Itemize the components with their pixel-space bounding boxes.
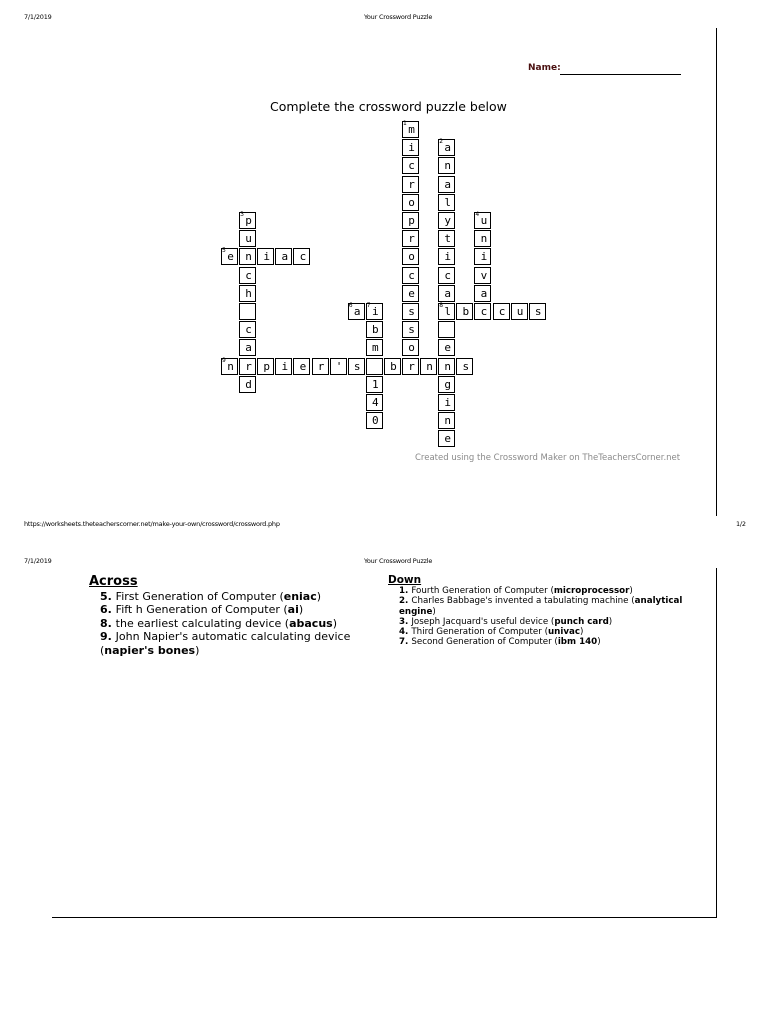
cell-letter: 1 bbox=[371, 377, 379, 391]
crossword-cell bbox=[456, 303, 473, 320]
crossword-cell bbox=[366, 412, 383, 429]
cell-letter: u bbox=[245, 232, 252, 246]
clue-item bbox=[388, 627, 688, 637]
crossword-cell bbox=[366, 303, 383, 320]
clue-number: 7 bbox=[366, 302, 371, 309]
crossword-cell bbox=[257, 248, 274, 265]
crossword-cell bbox=[402, 176, 419, 193]
crossword-cell bbox=[438, 230, 455, 247]
crossword-cell bbox=[529, 303, 546, 320]
clue-answer: napier's bones bbox=[104, 643, 196, 657]
cell-letter: e bbox=[408, 286, 415, 300]
cell-letter: n bbox=[227, 359, 234, 373]
clue-answer: microprocessor bbox=[553, 586, 630, 597]
cell-letter: v bbox=[480, 268, 488, 282]
crossword-cell bbox=[239, 339, 256, 356]
clue-close: ) bbox=[597, 637, 601, 648]
crossword-cell bbox=[474, 303, 491, 320]
clue-number: 6 bbox=[348, 302, 353, 309]
cell-letter: n bbox=[444, 414, 451, 428]
crossword-cell bbox=[402, 358, 419, 375]
clue-num: 4. bbox=[399, 627, 412, 638]
crossword-cell bbox=[366, 394, 383, 411]
cell-letter: i bbox=[480, 250, 488, 264]
clue-answer: abacus bbox=[289, 616, 333, 630]
clue-answer: eniac bbox=[283, 589, 317, 603]
clue-number: 8 bbox=[439, 302, 444, 309]
clue-item bbox=[89, 617, 359, 631]
crossword-cell bbox=[239, 248, 256, 265]
clue-num: 2. bbox=[399, 596, 412, 607]
credit-text: Created using the Crossword Maker on TheTeachersCorner.net bbox=[415, 453, 681, 463]
cell-letter: n bbox=[480, 232, 488, 246]
down-clue-list bbox=[388, 586, 688, 647]
crossword-cell bbox=[438, 321, 455, 338]
clue-close: ) bbox=[629, 586, 633, 597]
clue-text: Joseph Jacquard's useful device ( bbox=[411, 616, 555, 627]
page1-footer-page: 1/2 bbox=[736, 520, 746, 528]
cell-letter: n bbox=[444, 159, 451, 173]
cell-letter: c bbox=[480, 305, 488, 318]
clue-text: John Napier's automatic calculating device ( bbox=[100, 630, 351, 657]
clue-item bbox=[388, 596, 688, 616]
clue-item bbox=[388, 637, 688, 647]
cell-letter: b bbox=[390, 359, 397, 373]
cell-letter: a bbox=[353, 305, 361, 318]
crossword-cell bbox=[438, 412, 455, 429]
name-field-line bbox=[560, 74, 681, 75]
crossword-cell bbox=[239, 230, 256, 247]
puzzle-title: Complete the crossword puzzle below bbox=[270, 99, 507, 114]
crossword-cell bbox=[438, 285, 455, 302]
crossword-cell bbox=[511, 303, 528, 320]
crossword-cell bbox=[275, 248, 292, 265]
cell-letter: p bbox=[408, 214, 415, 227]
clue-num: 3. bbox=[399, 616, 412, 627]
cell-letter: r bbox=[317, 359, 325, 373]
clue-num: 6. bbox=[100, 603, 116, 616]
crossword-cell bbox=[366, 321, 383, 338]
clue-text: Second Generation of Computer ( bbox=[411, 637, 558, 648]
crossword-cell bbox=[366, 376, 383, 393]
crossword-cell bbox=[239, 285, 256, 302]
clue-number: 1 bbox=[403, 120, 407, 127]
cell-letter: i bbox=[371, 305, 379, 318]
crossword-cell bbox=[221, 248, 238, 265]
crossword-cell bbox=[474, 212, 491, 229]
cell-letter: b bbox=[371, 323, 379, 337]
crossword-cell bbox=[402, 339, 419, 356]
clue-close: ) bbox=[316, 589, 322, 603]
cell-letter: c bbox=[299, 250, 307, 264]
cell-letter: a bbox=[444, 141, 451, 155]
clue-answer: ai bbox=[287, 603, 299, 616]
crossword-cell bbox=[293, 248, 310, 265]
cell-letter: o bbox=[408, 250, 415, 264]
crossword-cell bbox=[348, 303, 365, 320]
page1-right-border bbox=[716, 28, 717, 516]
cell-letter: r bbox=[408, 359, 415, 373]
crossword-cell bbox=[402, 285, 419, 302]
crossword-cell bbox=[474, 285, 491, 302]
cell-letter: a bbox=[281, 250, 289, 264]
name-label: Name: bbox=[528, 63, 561, 73]
cell-letter: r bbox=[245, 359, 252, 373]
cell-letter: e bbox=[227, 250, 234, 264]
cell-letter: s bbox=[353, 359, 361, 373]
crossword-cell bbox=[420, 358, 437, 375]
crossword-cell bbox=[474, 248, 491, 265]
page2-right-border bbox=[716, 568, 717, 918]
crossword-cell bbox=[438, 358, 455, 375]
clue-close: ) bbox=[608, 616, 613, 627]
crossword-cell bbox=[438, 430, 455, 447]
crossword-cell bbox=[239, 212, 256, 229]
page1-header-title: Your Crossword Puzzle bbox=[364, 13, 433, 21]
cell-letter: u bbox=[516, 305, 524, 318]
clue-item bbox=[388, 586, 688, 596]
cell-letter: o bbox=[408, 341, 415, 355]
cell-letter: d bbox=[245, 377, 252, 391]
crossword-cell bbox=[438, 176, 455, 193]
cell-letter: u bbox=[480, 214, 488, 227]
clue-num: 8. bbox=[100, 616, 116, 630]
crossword-cell bbox=[221, 358, 238, 375]
cell-letter: a bbox=[480, 286, 488, 300]
clue-answer: ibm 140 bbox=[557, 637, 598, 648]
clue-number: 2 bbox=[439, 138, 444, 146]
clue-item bbox=[388, 617, 688, 627]
clue-item bbox=[89, 630, 359, 657]
cell-letter: t bbox=[444, 232, 451, 246]
crossword-cell bbox=[438, 267, 455, 284]
crossword-cell bbox=[402, 212, 419, 229]
crossword-cell bbox=[366, 358, 383, 375]
crossword-cell bbox=[239, 358, 256, 375]
down-heading: Down bbox=[388, 574, 422, 586]
clue-item bbox=[89, 590, 359, 604]
cell-letter: c bbox=[245, 323, 252, 337]
cell-letter: s bbox=[534, 305, 542, 318]
page2-bottom-border bbox=[52, 917, 717, 918]
crossword-cell bbox=[438, 394, 455, 411]
clue-num: 9. bbox=[100, 630, 116, 643]
cell-letter: n bbox=[426, 359, 433, 373]
clue-text: Third Generation of Computer ( bbox=[411, 627, 548, 638]
crossword-cell bbox=[293, 358, 310, 375]
crossword-cell bbox=[474, 230, 491, 247]
crossword-cell bbox=[402, 194, 419, 211]
cell-letter: i bbox=[281, 359, 289, 373]
crossword-cell bbox=[384, 358, 401, 375]
crossword-cell bbox=[402, 303, 419, 320]
cell-letter: i bbox=[263, 250, 270, 264]
clue-text: First Generation of Computer ( bbox=[115, 589, 284, 603]
crossword-cell bbox=[239, 321, 256, 338]
clue-answer: univac bbox=[548, 627, 581, 638]
cell-letter: e bbox=[444, 341, 451, 355]
across-heading: Across bbox=[89, 574, 138, 589]
cell-letter: 4 bbox=[371, 396, 379, 409]
clue-number: 3 bbox=[240, 211, 244, 218]
crossword-cell bbox=[493, 303, 510, 320]
page2-header-date: 7/1/2019 bbox=[24, 557, 52, 565]
crossword-cell bbox=[402, 121, 419, 138]
cell-letter: c bbox=[408, 159, 415, 173]
crossword-cell bbox=[438, 194, 455, 211]
clue-answer: analytical engine bbox=[399, 596, 683, 617]
crossword-cell bbox=[438, 303, 455, 320]
cell-letter: p bbox=[245, 214, 252, 227]
clue-text: the earliest calculating device ( bbox=[115, 616, 290, 630]
cell-letter: n bbox=[245, 250, 252, 264]
cell-letter: y bbox=[444, 214, 451, 227]
crossword-cell bbox=[402, 230, 419, 247]
crossword-cell bbox=[456, 358, 473, 375]
cell-letter: a bbox=[245, 341, 252, 355]
cell-letter: c bbox=[498, 305, 506, 318]
crossword-cell bbox=[438, 339, 455, 356]
across-clue-list bbox=[89, 590, 359, 658]
clue-text: Fourth Generation of Computer ( bbox=[411, 586, 554, 597]
crossword-cell bbox=[402, 139, 419, 156]
crossword-cell bbox=[239, 376, 256, 393]
clue-num: 7. bbox=[399, 637, 412, 648]
cell-letter: i bbox=[408, 141, 415, 155]
down-clues bbox=[388, 575, 688, 647]
crossword-cell bbox=[474, 267, 491, 284]
clue-close: ) bbox=[580, 627, 584, 638]
cell-letter: i bbox=[444, 396, 451, 409]
crossword-cell bbox=[438, 212, 455, 229]
cell-letter: g bbox=[444, 377, 451, 391]
cell-letter: h bbox=[245, 286, 252, 300]
crossword-cell bbox=[239, 267, 256, 284]
cell-letter: s bbox=[408, 305, 415, 318]
cell-letter: a bbox=[444, 177, 451, 191]
cell-letter: p bbox=[263, 359, 270, 373]
cell-letter: n bbox=[444, 359, 451, 373]
cell-letter: e bbox=[444, 432, 451, 446]
clue-text: Fift h Generation of Computer ( bbox=[115, 603, 288, 616]
cell-letter: m bbox=[408, 123, 415, 136]
cell-letter: s bbox=[462, 359, 470, 373]
clue-answer: punch card bbox=[554, 616, 609, 627]
crossword-cell bbox=[402, 157, 419, 174]
crossword-cell bbox=[312, 358, 329, 375]
cell-letter: a bbox=[444, 286, 451, 300]
cell-letter: c bbox=[444, 268, 451, 282]
clue-close: ) bbox=[432, 606, 436, 617]
cell-letter: m bbox=[371, 341, 379, 355]
crossword-cell bbox=[348, 358, 365, 375]
cell-letter: 0 bbox=[371, 414, 379, 428]
cell-letter: l bbox=[444, 305, 451, 318]
cell-letter: c bbox=[408, 268, 415, 282]
clue-item bbox=[89, 603, 359, 617]
clue-text: Charles Babbage's invented a tabulating machine ( bbox=[411, 596, 635, 607]
cell-letter: c bbox=[245, 268, 252, 282]
clue-close: ) bbox=[332, 616, 337, 630]
crossword-cell bbox=[402, 321, 419, 338]
cell-letter: l bbox=[444, 195, 451, 209]
cell-letter: r bbox=[408, 232, 415, 246]
clue-close: ) bbox=[298, 603, 304, 616]
clue-num: 1. bbox=[399, 586, 412, 597]
clue-number: 5 bbox=[222, 247, 226, 255]
clue-number: 9 bbox=[222, 356, 226, 364]
cell-letter: r bbox=[408, 177, 415, 191]
crossword-cell bbox=[366, 339, 383, 356]
clue-num: 5. bbox=[100, 589, 116, 603]
page1-footer-url: https://worksheets.theteacherscorner.net/make-your-own/crossword/crossword.php bbox=[24, 520, 280, 528]
cell-letter: o bbox=[408, 195, 415, 209]
cell-letter: s bbox=[408, 323, 415, 337]
cell-letter: ' bbox=[335, 359, 343, 373]
crossword-cell bbox=[330, 358, 347, 375]
clue-number: 4 bbox=[475, 211, 480, 218]
crossword-cell bbox=[402, 267, 419, 284]
page1-header-date: 7/1/2019 bbox=[24, 13, 52, 21]
crossword-cell bbox=[438, 248, 455, 265]
clue-close: ) bbox=[195, 643, 200, 657]
crossword-cell bbox=[239, 303, 256, 320]
across-clues bbox=[89, 575, 359, 657]
crossword-cell bbox=[438, 139, 455, 156]
cell-letter: e bbox=[299, 359, 307, 373]
crossword-cell bbox=[257, 358, 274, 375]
page2-header-title: Your Crossword Puzzle bbox=[364, 557, 433, 565]
cell-letter: b bbox=[462, 305, 470, 318]
cell-letter: i bbox=[444, 250, 451, 264]
crossword-cell bbox=[438, 157, 455, 174]
crossword-cell bbox=[402, 248, 419, 265]
crossword-cell bbox=[438, 376, 455, 393]
crossword-cell bbox=[275, 358, 292, 375]
